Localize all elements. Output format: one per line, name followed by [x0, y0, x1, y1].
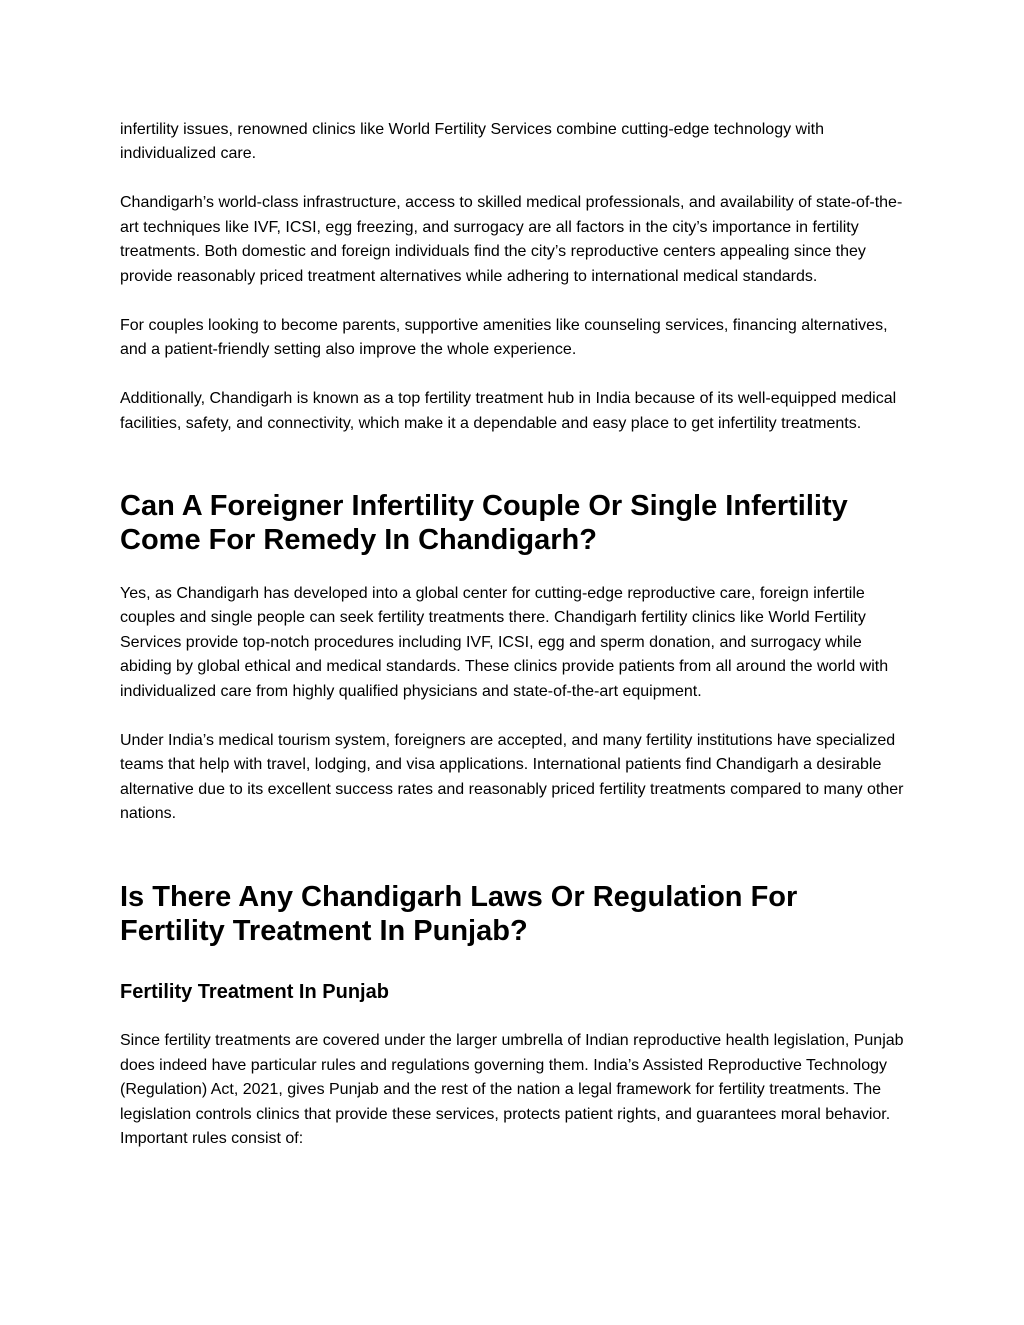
paragraph-supportive-amenities: For couples looking to become parents, supportive amenities like counseling services, financing alternatives, and a patient-friendly setting also improve the whole experience. [120, 316, 888, 358]
subheading-fertility-treatment-punjab: Fertility Treatment In Punjab [120, 980, 389, 1003]
document-body [120, 118, 904, 1152]
paragraph-medical-tourism: Under India’s medical tourism system, foreigners are accepted, and many fertility institutions have specialized teams that help with travel, lodging, and visa applications. International patients find Chandigarh a desirable alternative due to its excellent success rates and reasonably priced fertility treatments compared to many other nations. [120, 731, 904, 822]
paragraph-art-regulation-act: Since fertility treatments are covered under the larger umbrella of Indian reproductive health legislation, Punjab does indeed have particular rules and regulations governing them. India’s Assisted Reproductive Technology (Regulation) Act, 2021, gives Punjab and the rest of the nation a legal framework for fertility treatments. The legislation controls clinics that provide these services, protects patient rights, and guarantees moral behavior. Important rules consist of: [120, 1032, 904, 1147]
paragraph-intro-continuation: infertility issues, renowned clinics like World Fertility Services combine cutting-edge technology with individualized care. [120, 120, 824, 162]
paragraph-treatment-hub: Additionally, Chandigarh is known as a top fertility treatment hub in India because of its well-equipped medical facilities, safety, and connectivity, which make it a dependable and easy place to get infertility treatments. [120, 390, 897, 432]
paragraph-infrastructure: Chandigarh’s world-class infrastructure, access to skilled medical professionals, and availability of state-of-the-art techniques like IVF, ICSI, egg freezing, and surrogacy are all factors in the city’s importance in fertility treatments. Both domestic and foreign individuals find the city’s reproductive centers appealing since they provide reasonably priced treatment alternatives while adhering to international medical standards. [120, 194, 903, 285]
heading-foreigner-remedy: Can A Foreigner Infertility Couple Or Single Infertility Come For Remedy In Chandigarh? [120, 490, 848, 556]
heading-laws-regulation: Is There Any Chandigarh Laws Or Regulation For Fertility Treatment In Punjab? [120, 880, 798, 947]
paragraph-global-center: Yes, as Chandigarh has developed into a global center for cutting-edge reproductive care, foreign infertile couples and single people can seek fertility treatments there. Chandigarh fertility clinics like World Fertility Services provide top-notch procedures including IVF, ICSI, egg and sperm donation, and surrogacy while abiding by global ethical and medical standards. These clinics provide patients from all around the world with individualized care from highly qualified physicians and state-of-the-art equipment. [120, 584, 889, 700]
